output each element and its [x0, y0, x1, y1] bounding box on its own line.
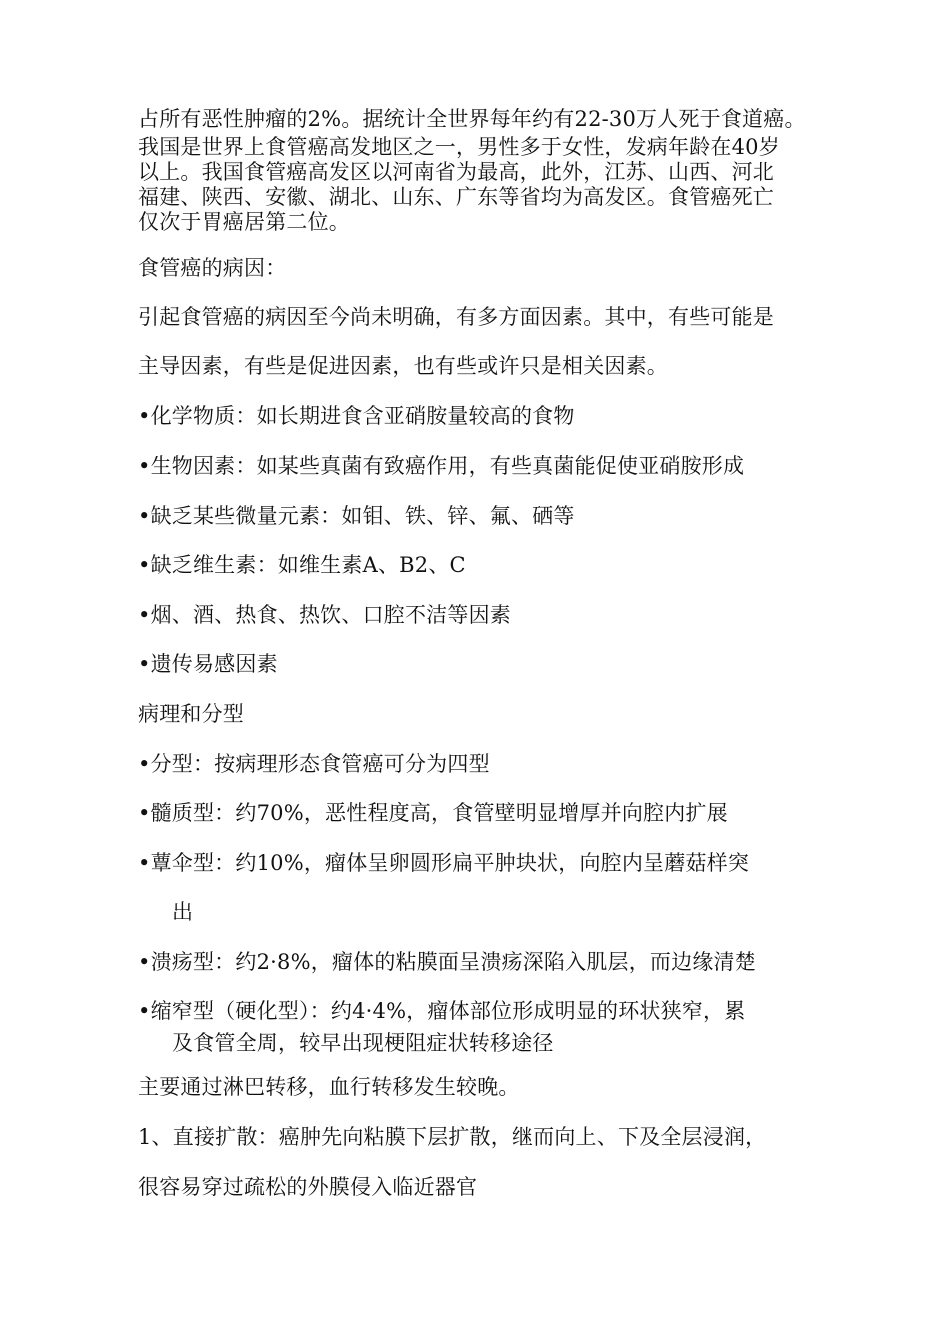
metastasis-summary: 主要通过淋巴转移，血行转移发生较晚。 [138, 1075, 520, 1099]
bullet-genetic: •遗传易感因素 [138, 652, 278, 676]
mushroom-type-continuation: 出 [172, 900, 194, 924]
intro-line-4: 福建、陕西、安徽、湖北、山东、广东等省均为高发区。食管癌死亡 [138, 185, 774, 209]
bullet-stenosis-type: •缩窄型（硬化型）：约4·4%，瘤体部位形成明显的环状狭窄，累 [138, 999, 746, 1023]
bullet-vitamins: •缺乏维生素：如维生素A、B2、C [138, 553, 466, 577]
bullet-mushroom-type: •蕈伞型：约10%，瘤体呈卵圆形扁平肿块状，向腔内呈蘑菇样突 [138, 851, 750, 875]
bullet-type-intro: •分型：按病理形态食管癌可分为四型 [138, 752, 490, 776]
bullet-lifestyle: •烟、酒、热食、热饮、口腔不洁等因素 [138, 603, 511, 627]
intro-line-3: 以上。我国食管癌高发区以河南省为最高，此外，江苏、山西、河北 [138, 160, 774, 184]
stenosis-type-continuation: 及食管全周，较早出现梗阻症状转移途径 [172, 1031, 554, 1055]
bullet-biological: •生物因素：如某些真菌有致癌作用，有些真菌能促使亚硝胺形成 [138, 454, 745, 478]
direct-spread-line-1: 1、直接扩散：癌肿先向粘膜下层扩散，继而向上、下及全层浸润， [138, 1125, 767, 1149]
bullet-chemical: •化学物质：如长期进食含亚硝胺量较高的食物 [138, 404, 575, 428]
direct-spread-line-2: 很容易穿过疏松的外膜侵入临近器官 [138, 1175, 478, 1199]
intro-line-2: 我国是世界上食管癌高发地区之一，男性多于女性，发病年龄在40岁 [138, 135, 780, 159]
causes-paragraph-line-2: 主导因素，有些是促进因素，也有些或许只是相关因素。 [138, 354, 668, 378]
bullet-ulcer-type: •溃疡型：约2·8%，瘤体的粘膜面呈溃疡深陷入肌层，而边缘清楚 [138, 950, 756, 974]
bullet-trace-elements: •缺乏某些微量元素：如钼、铁、锌、氟、硒等 [138, 504, 575, 528]
pathology-heading: 病理和分型 [138, 702, 244, 726]
intro-line-1: 占所有恶性肿瘤的2%。据统计全世界每年约有22-30万人死于食道癌。 [138, 107, 806, 131]
causes-heading: 食管癌的病因： [138, 256, 287, 280]
causes-paragraph-line-1: 引起食管癌的病因至今尚未明确，有多方面因素。其中，有些可能是 [138, 305, 774, 329]
bullet-medullary-type: •髓质型：约70%，恶性程度高，食管壁明显增厚并向腔内扩展 [138, 801, 728, 825]
intro-line-5: 仅次于胃癌居第二位。 [138, 210, 350, 234]
